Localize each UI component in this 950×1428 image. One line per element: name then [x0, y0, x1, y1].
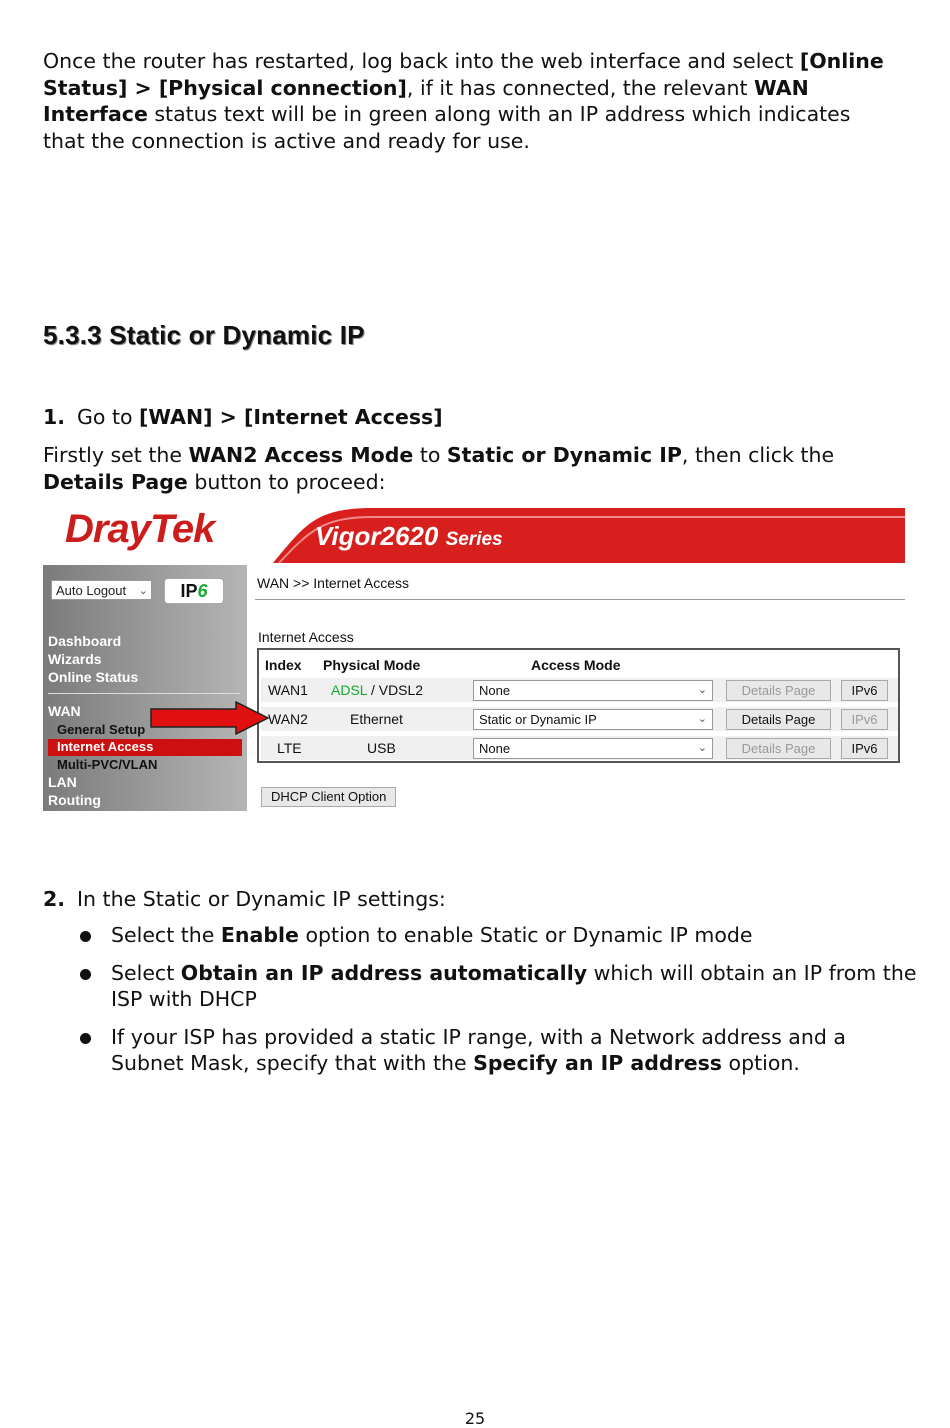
- router-screenshot: [43, 505, 905, 812]
- chevron-down-icon: ⌄: [697, 713, 707, 725]
- settings-bullet-list: [78, 922, 918, 1088]
- header-physical-mode: Physical Mode: [323, 657, 421, 673]
- details-page-button[interactable]: Details Page: [726, 680, 831, 701]
- sidebar: [43, 565, 247, 811]
- ipv6-button[interactable]: IPv6: [841, 738, 888, 759]
- sidebar-item-internet-access[interactable]: Internet Access: [48, 739, 242, 756]
- breadcrumb: WAN >> Internet Access: [257, 575, 409, 591]
- row-physical-mode: Ethernet: [350, 711, 403, 727]
- sidebar-item-dashboard[interactable]: Dashboard: [48, 633, 122, 649]
- details-page-button[interactable]: Details Page: [726, 709, 831, 730]
- chevron-down-icon: ⌄: [697, 742, 707, 754]
- list-item: Select Obtain an IP address automatically which will obtain an IP from the ISP with DHCP: [78, 960, 918, 1013]
- banner: [43, 505, 905, 563]
- list-item: If your ISP has provided a static IP range, with a Network address and a Subnet Mask, specify that with the Specify an IP address option.: [78, 1024, 918, 1077]
- breadcrumb-divider: [255, 599, 905, 600]
- chevron-down-icon: ⌄: [697, 684, 707, 696]
- ipv6-button[interactable]: IPv6: [841, 709, 888, 730]
- internet-access-table: [257, 648, 900, 763]
- ipv6-button[interactable]: IPv6: [841, 680, 888, 701]
- auto-logout-select[interactable]: Auto Logout ⌄: [51, 580, 152, 600]
- table-title: Internet Access: [258, 629, 354, 645]
- header-access-mode: Access Mode: [531, 657, 621, 673]
- intro-paragraph: Once the router has restarted, log back into the web interface and select [Online Status] > [Physical connection], if it has connected, the relevant WAN Interface status text will be in green along with an IP address which indicates that the connection is active and ready for use.: [43, 49, 884, 153]
- step-1-description: Firstly set the WAN2 Access Mode to Static or Dynamic IP, then click the Details Page button to proceed:: [43, 443, 835, 494]
- table-row: [261, 736, 898, 760]
- ipv6-logo-icon: IP6: [164, 578, 224, 604]
- access-mode-select[interactable]: Static or Dynamic IP ⌄: [473, 709, 713, 730]
- step-2: 2. In the Static or Dynamic IP settings:: [43, 887, 446, 911]
- table-row: [261, 678, 898, 702]
- section-heading: 5.3.3 Static or Dynamic IP: [43, 320, 365, 350]
- table-row: [261, 707, 898, 731]
- red-arrow-icon: [150, 701, 270, 735]
- access-mode-select[interactable]: None ⌄: [473, 738, 713, 759]
- sidebar-item-routing[interactable]: Routing: [48, 792, 101, 808]
- draytek-logo: DrayTek: [65, 507, 215, 551]
- row-physical-mode: USB: [367, 740, 396, 756]
- chevron-down-icon: ⌄: [138, 585, 148, 597]
- dhcp-client-option-button[interactable]: DHCP Client Option: [261, 787, 396, 807]
- product-title: Vigor2620 Series: [315, 521, 503, 551]
- sidebar-item-online-status[interactable]: Online Status: [48, 669, 139, 685]
- sidebar-item-general-setup[interactable]: General Setup: [57, 722, 146, 737]
- bullet-icon: [80, 969, 91, 980]
- sidebar-item-lan[interactable]: LAN: [48, 774, 77, 790]
- details-page-button[interactable]: Details Page: [726, 738, 831, 759]
- bullet-icon: [80, 1033, 91, 1044]
- page-number: 25: [464, 1409, 486, 1428]
- header-index: Index: [265, 657, 302, 673]
- row-index: WAN1: [268, 682, 308, 698]
- sidebar-item-wan[interactable]: WAN: [48, 703, 81, 719]
- row-physical-mode: ADSL / VDSL2: [331, 682, 424, 698]
- step-1: 1. Go to [WAN] > [Internet Access]: [43, 405, 443, 429]
- row-index: WAN2: [268, 711, 308, 727]
- row-index: LTE: [277, 740, 302, 756]
- sidebar-item-multi-pvc-vlan[interactable]: Multi-PVC/VLAN: [57, 757, 158, 772]
- bullet-icon: [80, 931, 91, 942]
- sidebar-divider: [48, 693, 240, 694]
- sidebar-item-wizards[interactable]: Wizards: [48, 651, 102, 667]
- list-item: Select the Enable option to enable Static or Dynamic IP mode: [78, 922, 918, 949]
- access-mode-select[interactable]: None ⌄: [473, 680, 713, 701]
